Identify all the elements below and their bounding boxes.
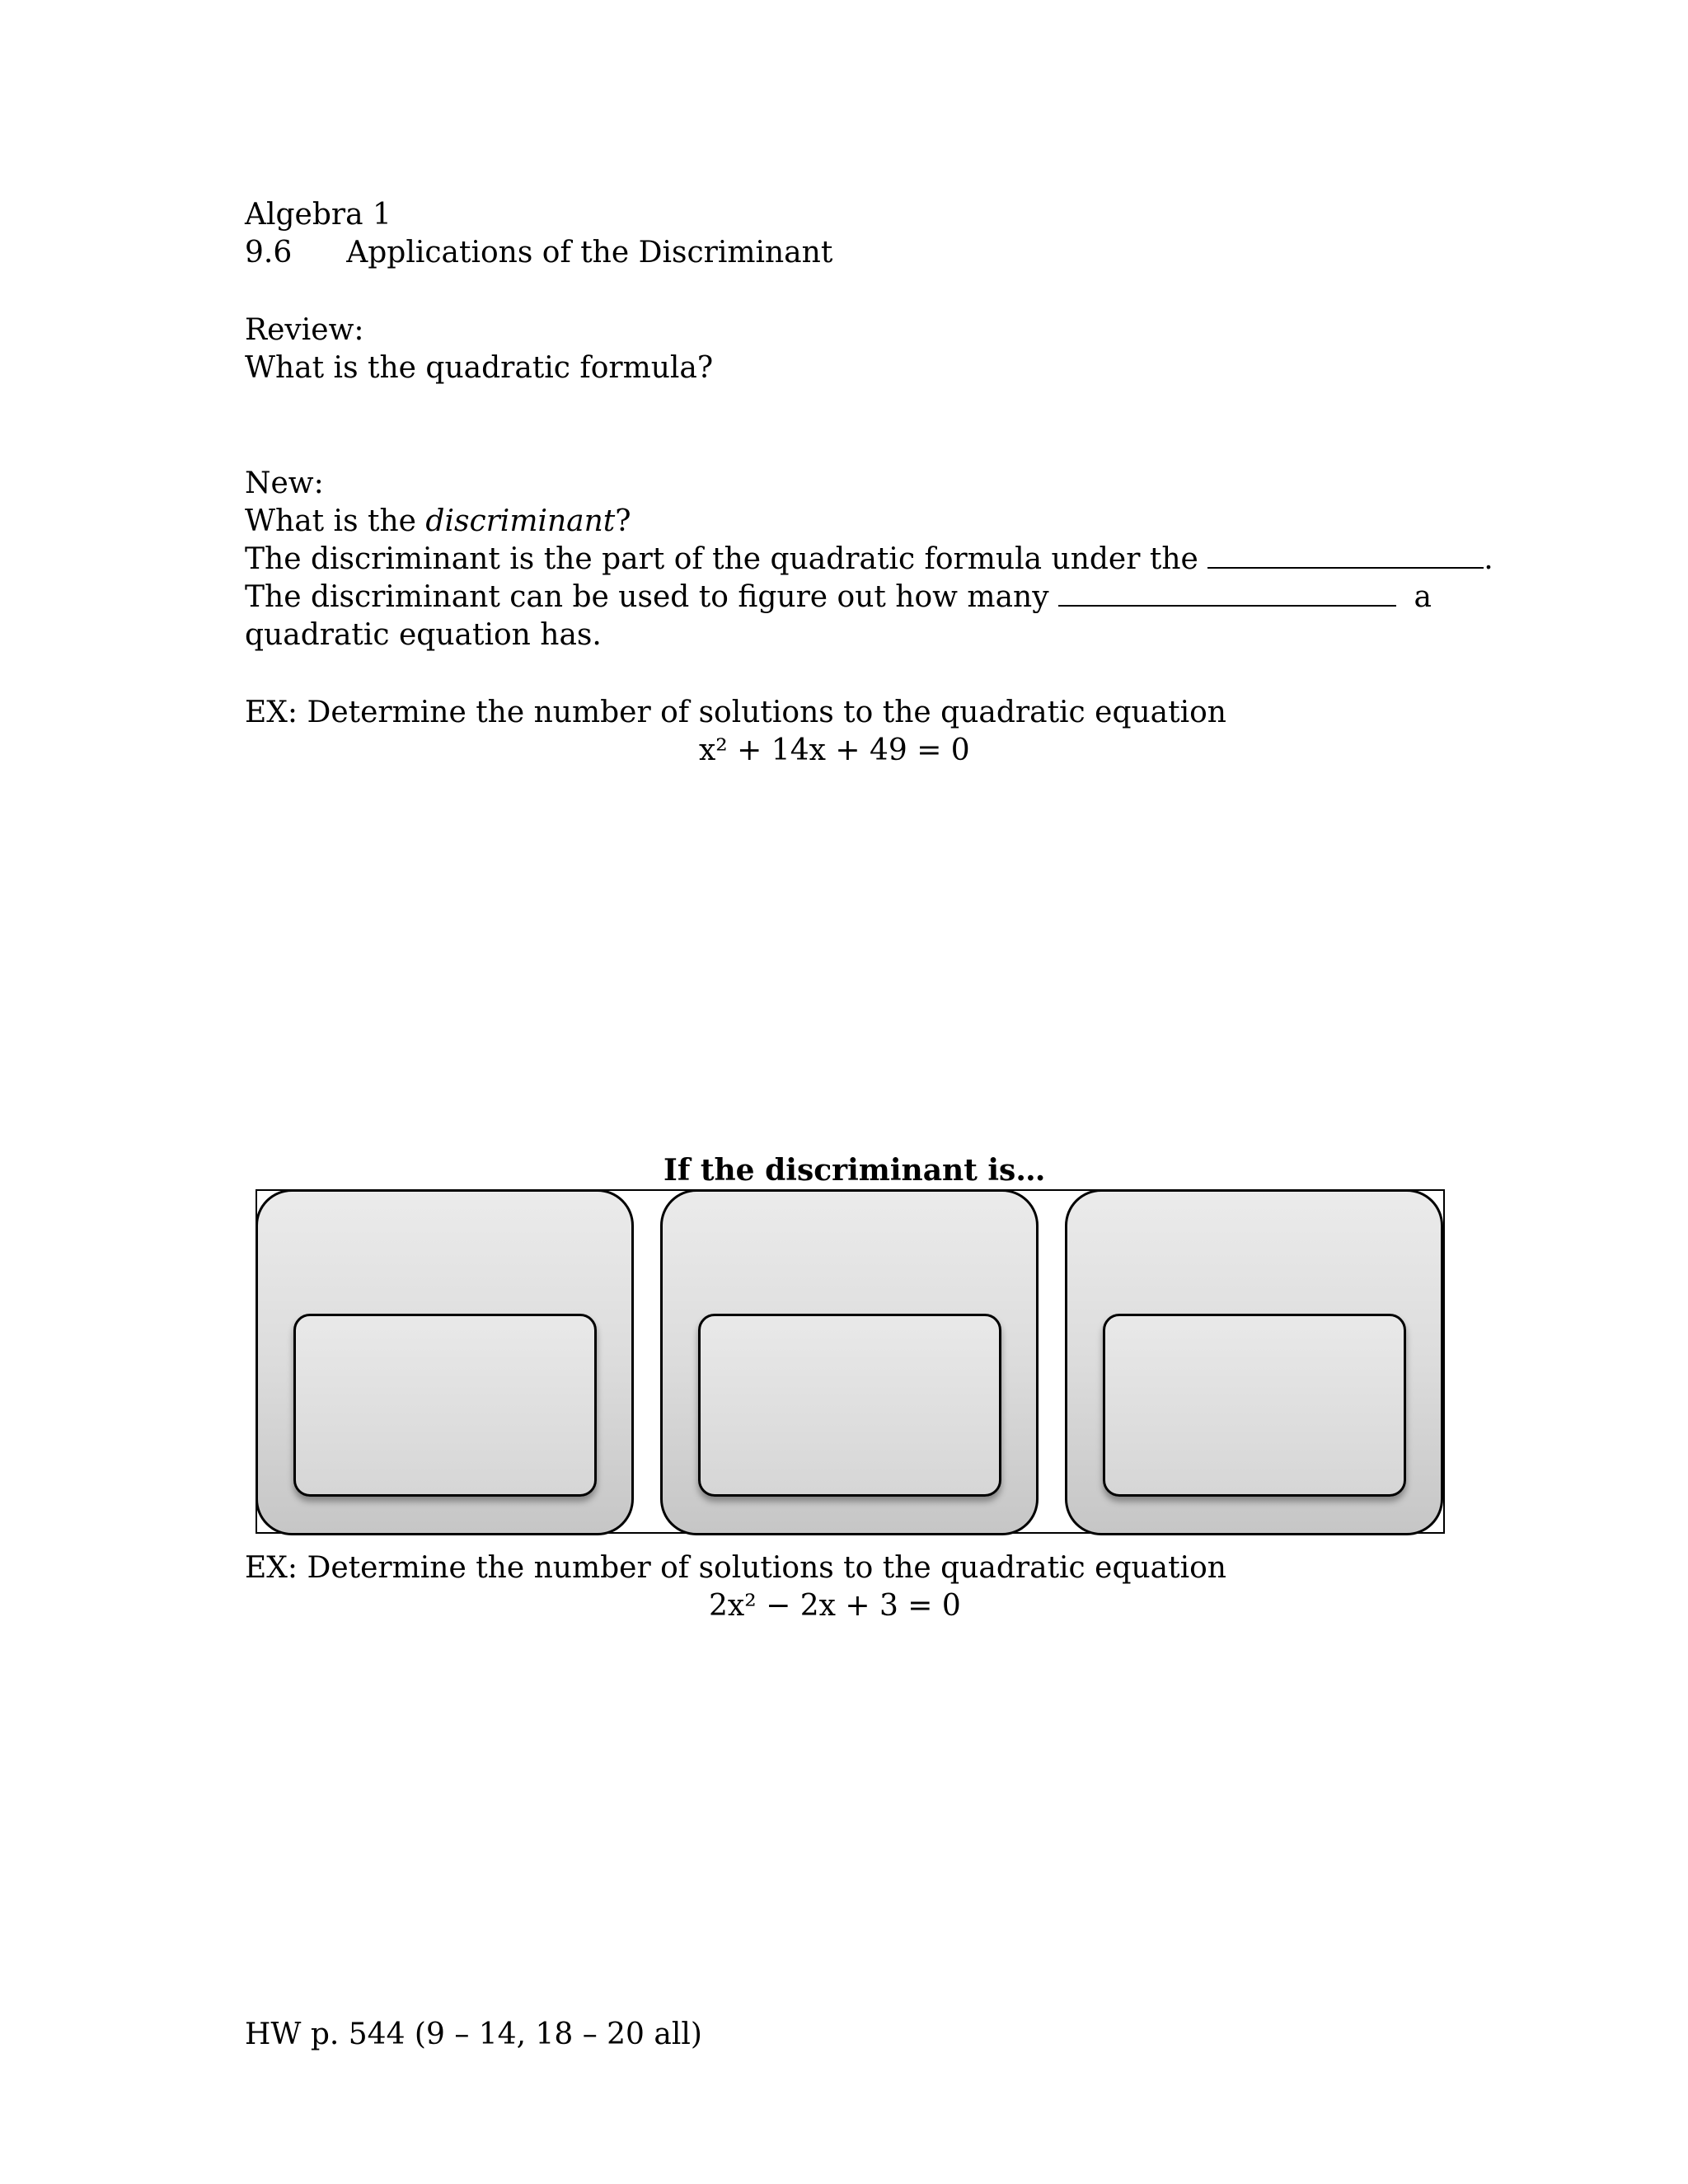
discriminant-case-answer-box-2[interactable]	[698, 1314, 1001, 1497]
usage-text: The discriminant can be used to figure out how many	[245, 580, 1049, 614]
blank-how-many[interactable]	[1058, 580, 1396, 607]
review-heading: Review:	[245, 313, 364, 347]
definition-text: The discriminant is the part of the quadratic formula under the	[245, 542, 1198, 576]
discriminant-case-answer-box-3[interactable]	[1103, 1314, 1406, 1497]
new-question-prefix: What is the	[245, 504, 426, 538]
usage-end: a	[1414, 580, 1432, 614]
new-question	[245, 503, 631, 541]
discriminant-definition-line	[245, 541, 1493, 579]
new-heading: New:	[245, 466, 324, 500]
section-number: 9.6	[245, 236, 293, 269]
review-question: What is the quadratic formula?	[245, 351, 714, 385]
new-question-suffix: ?	[615, 504, 631, 538]
section-heading	[245, 234, 832, 272]
homework-assignment: HW p. 544 (9 – 14, 18 – 20 all)	[245, 2018, 702, 2051]
course-title: Algebra 1	[245, 198, 392, 232]
usage-line-continued: quadratic equation has.	[245, 618, 602, 652]
blank-under-the[interactable]	[1207, 542, 1484, 569]
example1-equation: x² + 14x + 49 = 0	[699, 733, 970, 767]
definition-end: .	[1484, 542, 1493, 576]
discriminant-usage-line	[245, 579, 1432, 616]
new-question-term: discriminant	[425, 504, 616, 538]
section-title: Applications of the Discriminant	[346, 236, 833, 269]
example2-prompt: EX: Determine the number of solutions to the quadratic equation	[245, 1551, 1226, 1585]
discriminant-case-answer-box-1[interactable]	[293, 1314, 597, 1497]
diagram-title: If the discriminant is…	[663, 1153, 1046, 1188]
example1-prompt: EX: Determine the number of solutions to the quadratic equation	[245, 696, 1226, 729]
example2-equation: 2x² − 2x + 3 = 0	[709, 1589, 961, 1623]
